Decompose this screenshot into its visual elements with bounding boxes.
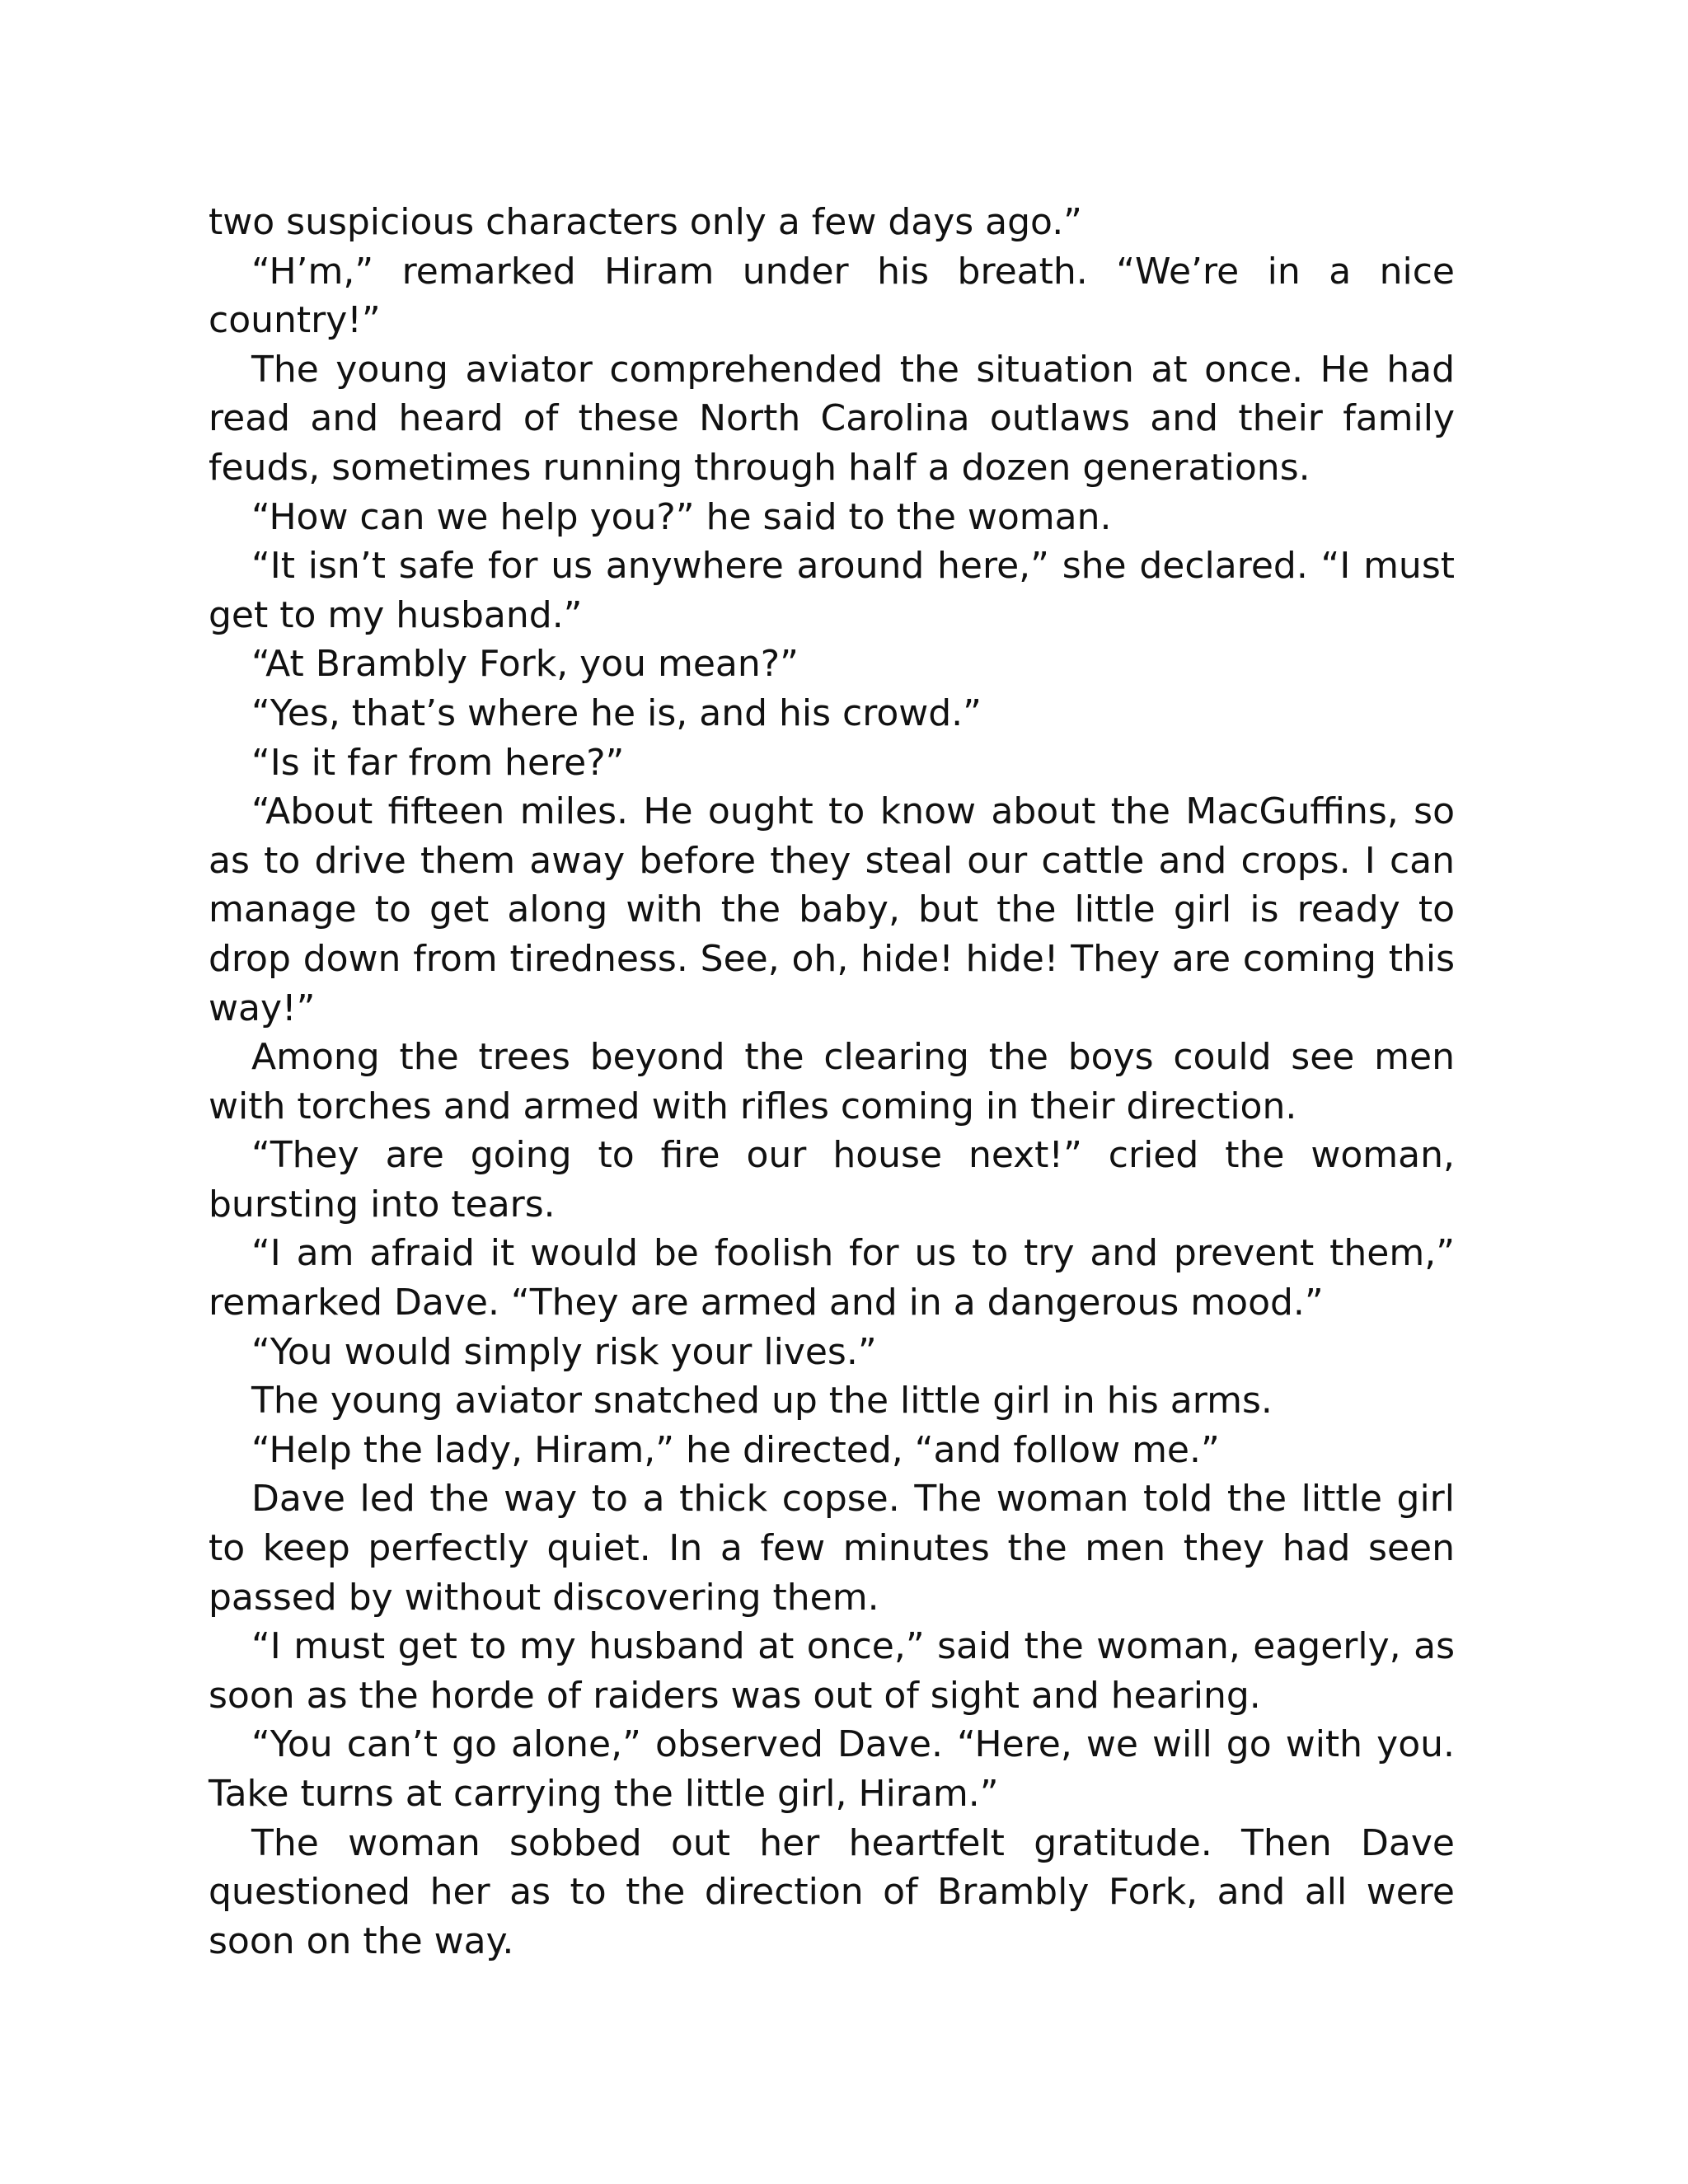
paragraph: “Help the lady, Hiram,” he directed, “and follow me.”	[251, 1428, 1220, 1471]
paragraph: “I must get to my husband at once,” said the woman, eagerly, as soon as the horde of raiders was out of sight and hearing.	[209, 1625, 1455, 1717]
paragraph: “At Brambly Fork, you mean?”	[251, 643, 799, 686]
paragraph: “It isn’t safe for us anywhere around here,” she declared. “I must get to my husband.”	[209, 545, 1455, 636]
paragraph: “Is it far from here?”	[251, 741, 625, 784]
paragraph: Dave led the way to a thick copse. The woman told the little girl to keep perfectly quiet. In a few minutes the men they had seen passed by without discovering them.	[209, 1478, 1455, 1619]
paragraph: “How can we help you?” he said to the woman.	[251, 495, 1112, 538]
paragraph: The woman sobbed out her heartfelt gratitude. Then Dave questioned her as to the direction of Brambly Fork, and all were soon on the way.	[209, 1821, 1455, 1962]
paragraph: “You would simply risk your lives.”	[251, 1330, 877, 1373]
paragraph: The young aviator snatched up the little girl in his arms.	[251, 1380, 1273, 1422]
paragraph: “Yes, that’s where he is, and his crowd.”	[251, 691, 982, 734]
paragraph: The young aviator comprehended the situation at once. He had read and heard of these North Carolina outlaws and their family feuds, sometimes running through half a dozen generations.	[209, 348, 1455, 489]
paragraph: Among the trees beyond the clearing the boys could see men with torches and armed with rifles coming in their direction.	[209, 1036, 1455, 1127]
paragraph: “You can’t go alone,” observed Dave. “Here, we will go with you. Take turns at carrying the little girl, Hiram.”	[209, 1723, 1455, 1815]
paragraph: “About fifteen miles. He ought to know about the MacGuffins, so as to drive them away before they steal our cattle and crops. I can manage to get along with the baby, but the little girl is ready to drop down from tiredness. See, oh, hide! hide! They are coming this way!”	[209, 790, 1455, 1029]
paragraph: “They are going to fire our house next!” cried the woman, bursting into tears.	[209, 1134, 1455, 1226]
page-body-text	[209, 198, 1455, 1966]
paragraph: “I am afraid it would be foolish for us to try and prevent them,” remarked Dave. “They are armed and in a dangerous mood.”	[209, 1232, 1455, 1324]
paragraph: “H’m,” remarked Hiram under his breath. “We’re in a nice country!”	[209, 250, 1455, 342]
paragraph: two suspicious characters only a few days ago.”	[209, 201, 1082, 243]
